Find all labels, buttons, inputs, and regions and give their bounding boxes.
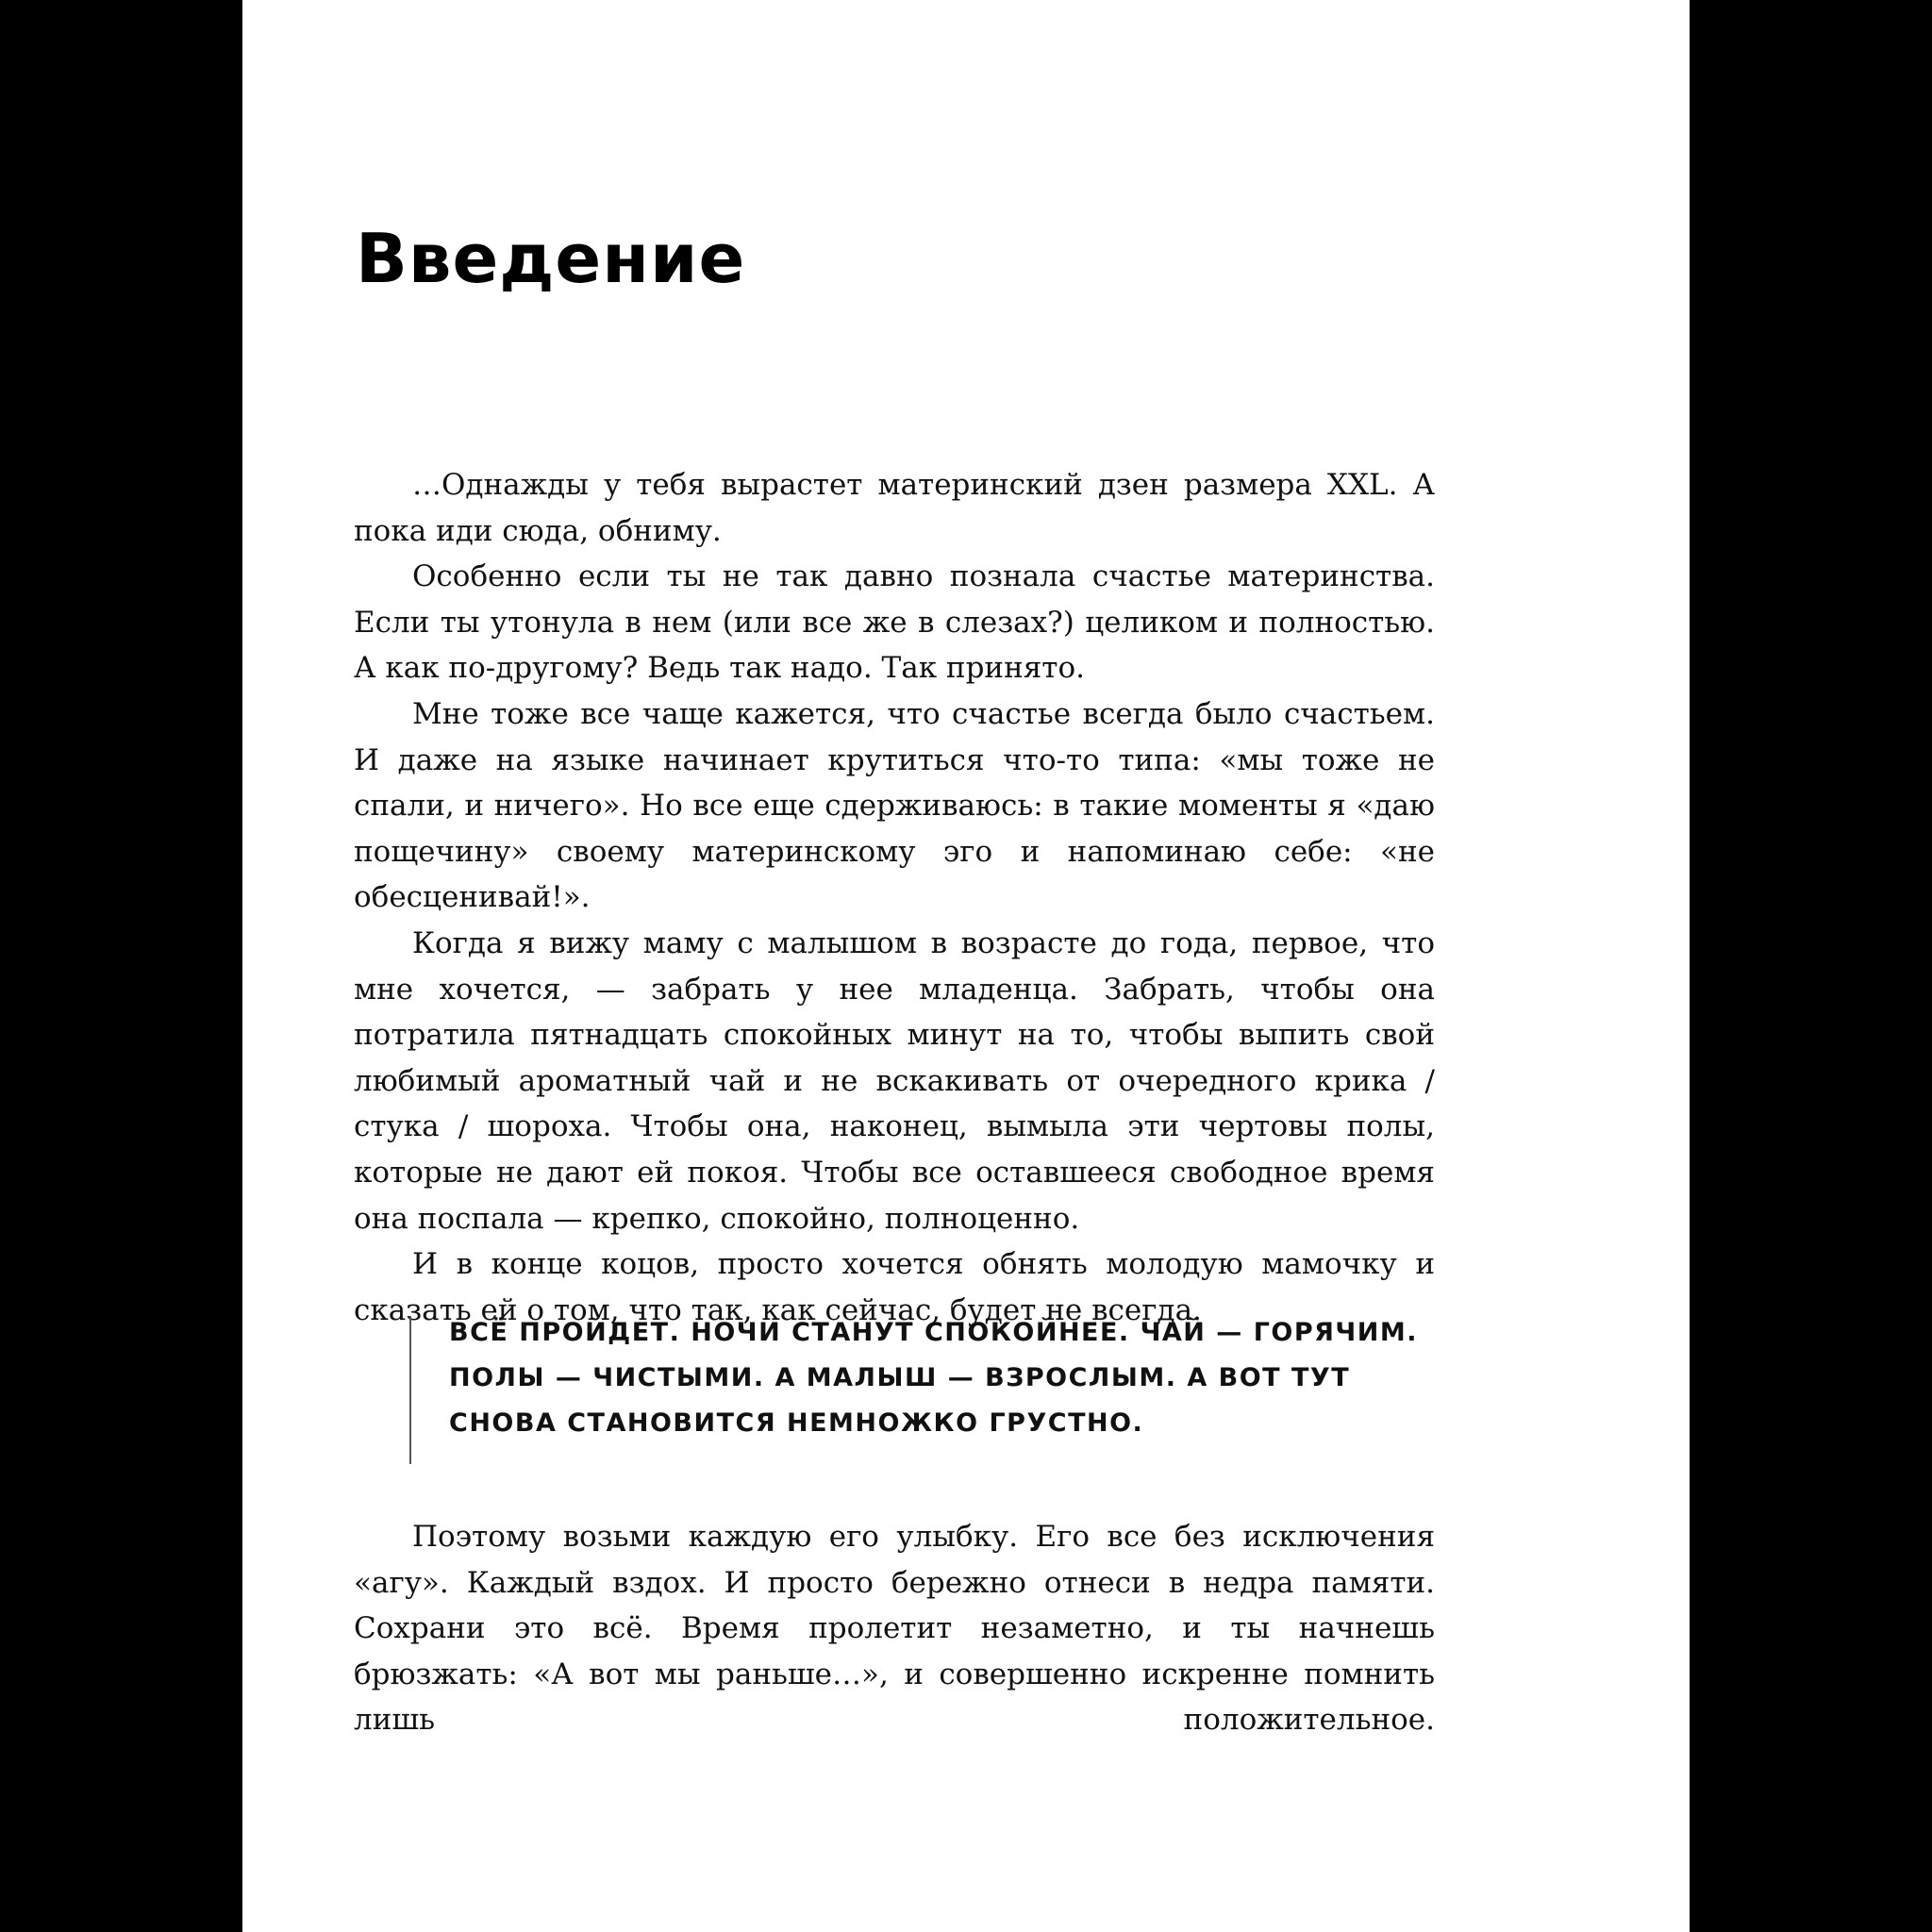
pull-quote-text: ВСЁ ПРОЙДЕТ. НОЧИ СТАНУТ СПОКОЙНЕЕ. ЧАЙ — ГОРЯЧИМ. ПОЛЫ — ЧИСТЫМИ. А МАЛЫШ — ВЗРОСЛЫМ. А ВОТ ТУТ СНОВА СТАНОВИТСЯ НЕМНОЖКО ГРУСТНО. <box>449 1318 1418 1438</box>
pull-quote <box>409 1316 1435 1464</box>
paragraph: Особенно если ты не так давно познала счастье материнства. Если ты утонула в нем (или все же в слезах?) целиком и полностью. А как по-другому? Ведь так надо. Так принято. <box>354 559 1435 686</box>
paragraph: И в конце коцов, просто хочется обнять молодую мамочку и сказать ей о том, что так, как сейчас, будет не всегда. <box>354 1247 1435 1327</box>
intro-text <box>354 462 1435 1333</box>
paragraph: Поэтому возьми каждую его улыбку. Его все без исключения «агу». Каждый вздох. И просто бережно отнеси в недра памяти. Сохрани это всё. Время пролетит незаметно, и ты начнешь брюзжать: «А вот мы раньше…», и совершенно искренне помнить лишь положительное. <box>354 1520 1435 1738</box>
paragraph: …Однажды у тебя вырастет материнский дзен размера XXL. А пока иди сюда, обниму. <box>354 468 1435 548</box>
closing-text <box>354 1514 1435 1743</box>
paragraph: Мне тоже все чаще кажется, что счастье всегда было счастьем. И даже на языке начинает крутиться что-то типа: «мы тоже не спали, и ничего». Но все еще сдерживаюсь: в такие моменты я «даю пощечину» своему материнскому эго и напоминаю себе: «не обесценивай!». <box>354 696 1435 915</box>
paragraph: Когда я вижу маму с малышом в возрасте до года, первое, что мне хочется, — забрать у нее младенца. Забрать, чтобы она потратила пятнадцать спокойных минут на то, чтобы выпить свой любимый ароматный чай и не вскакивать от очередного крика / стука / шороха. Чтобы она, наконец, вымыла эти чертовы полы, которые не дают ей покоя. Чтобы все оставшееся свободное время она поспала — крепко, спокойно, полноценно. <box>354 925 1435 1236</box>
chapter-title: Введение <box>356 219 746 298</box>
